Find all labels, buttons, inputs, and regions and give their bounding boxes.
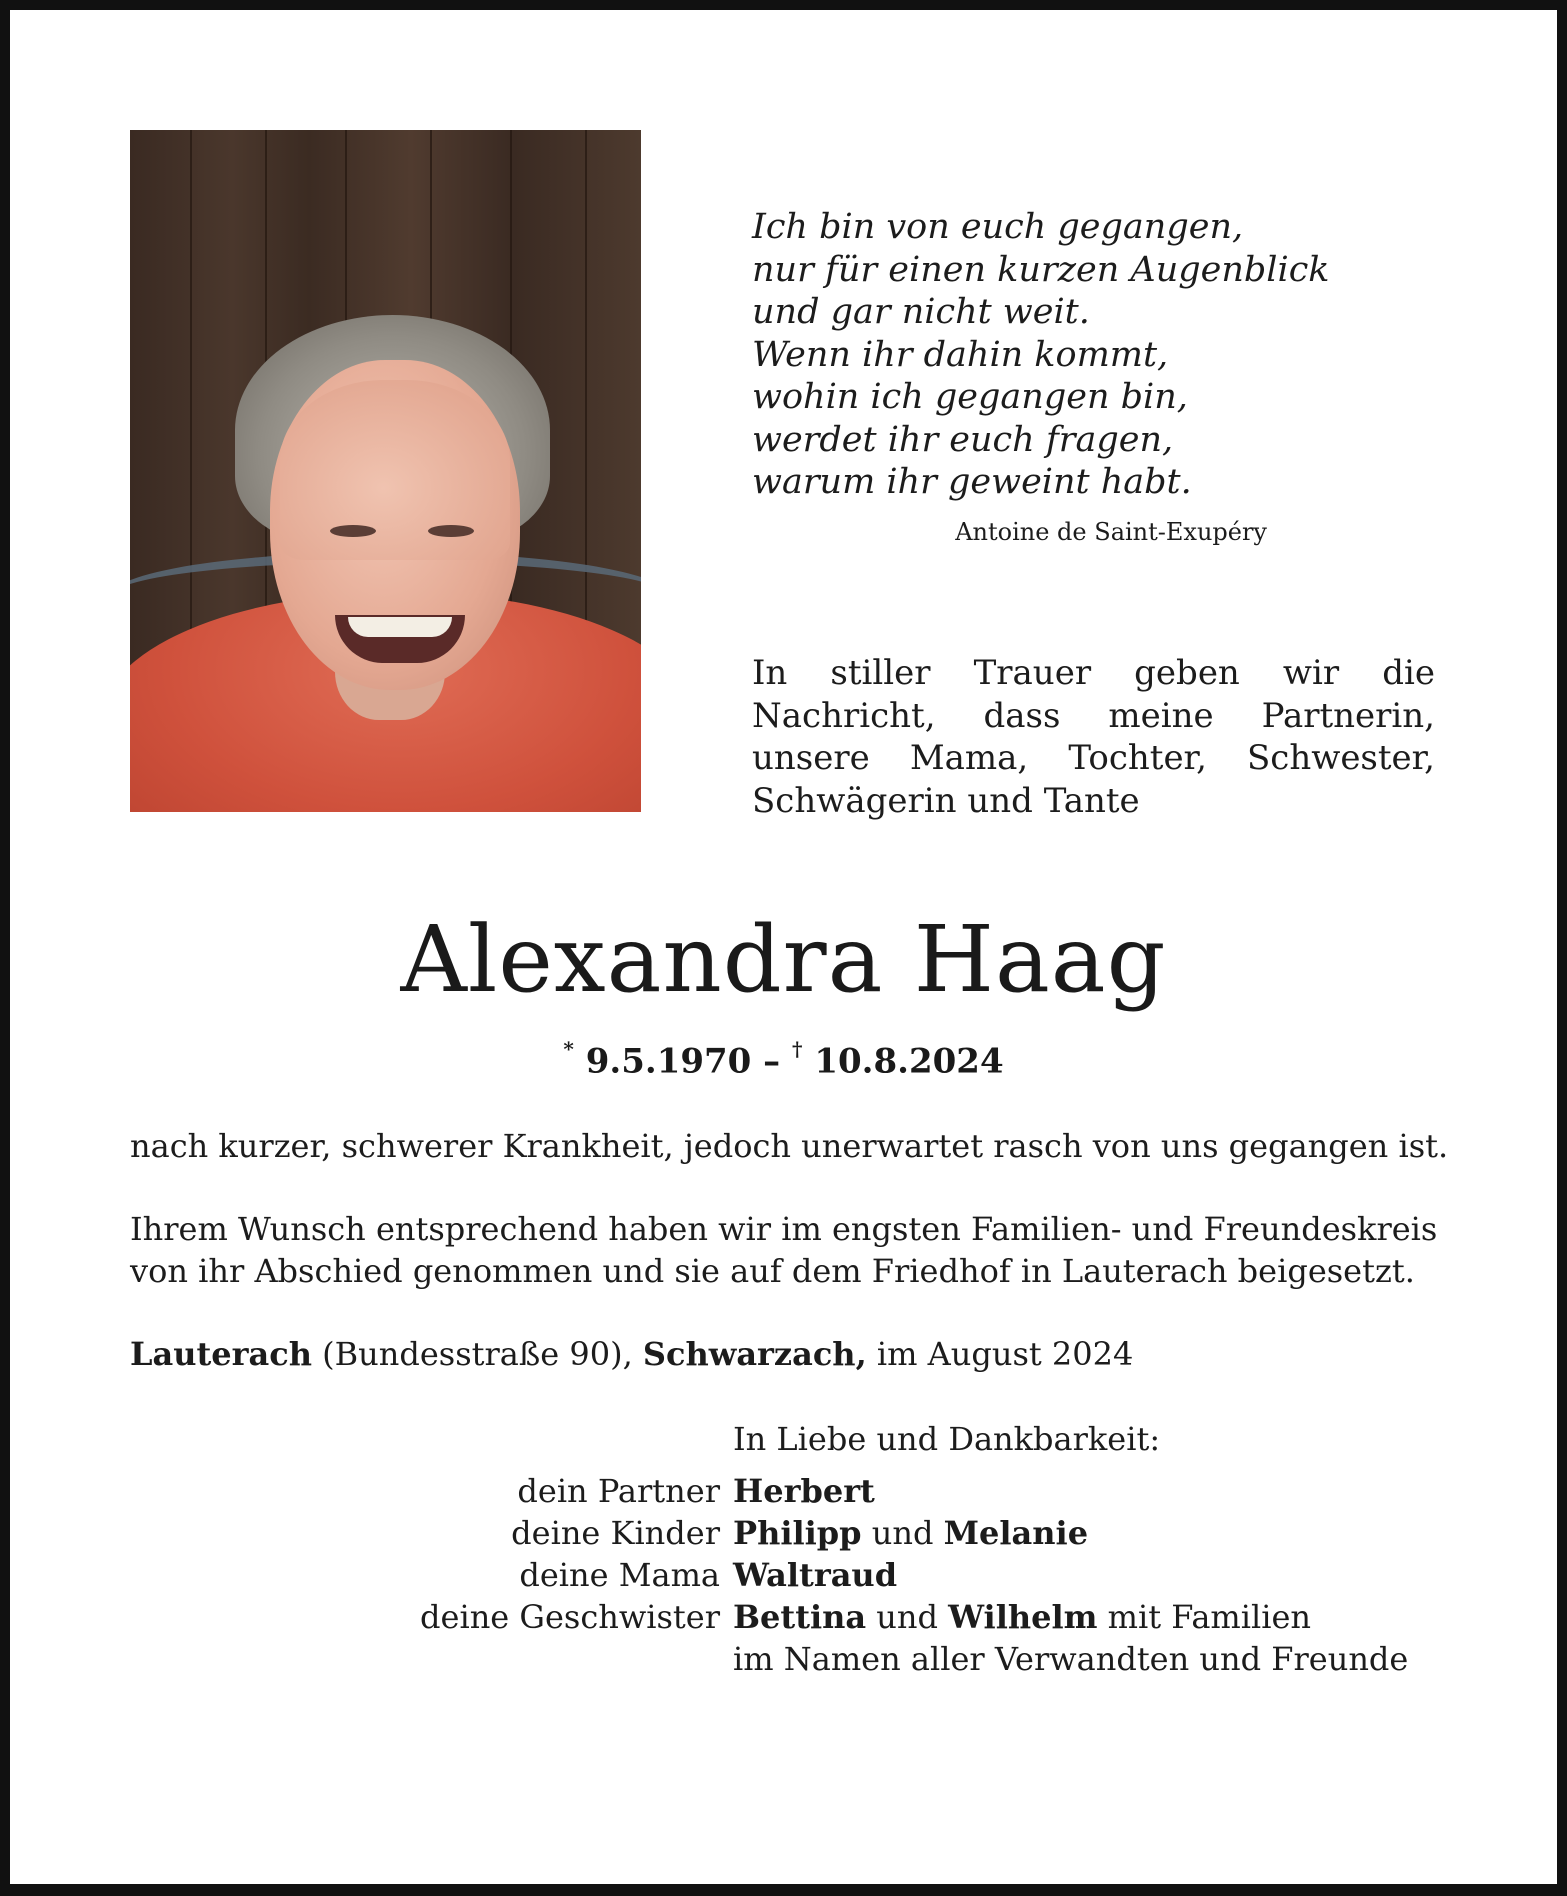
death-date: 10.8.2024 [814, 1041, 1004, 1082]
burial-line: von ihr Abschied genommen und sie auf dem Friedhof in Lauterach beigesetzt. [130, 1252, 1415, 1290]
sibling-name: Bettina [733, 1598, 867, 1636]
family-row-partner [130, 1470, 1440, 1512]
deceased-name: Alexandra Haag [400, 906, 1167, 1013]
poem-line: Wenn ihr dahin kommt, [752, 334, 1169, 375]
poem-line: Ich bin von euch gegangen, [752, 207, 1244, 247]
all-relatives-text: im Namen aller Verwandten und Freunde [733, 1640, 1409, 1678]
portrait-photo [130, 130, 641, 812]
mother-name: Waltraud [733, 1556, 898, 1594]
burial-line: Ihrem Wunsch entsprechend haben wir im engsten Familien- und Freundeskreis [130, 1210, 1438, 1248]
town-schwarzach: Schwarzach, [642, 1335, 867, 1373]
birth-date: 9.5.1970 [585, 1041, 752, 1082]
date-separator: – [763, 1041, 781, 1082]
poem-quote [752, 206, 1330, 504]
poem-line: warum ihr geweint habt. [752, 462, 1192, 502]
relation-label: deine Kinder [511, 1514, 720, 1552]
town-lauterach: Lauterach [130, 1335, 312, 1373]
child-name: Melanie [943, 1514, 1089, 1552]
month-year: im August 2024 [876, 1335, 1134, 1373]
family-row-all [130, 1638, 1440, 1680]
relation-label: deine Geschwister [420, 1598, 720, 1636]
family-row-siblings [130, 1596, 1440, 1638]
poem-line: wohin ich gegangen bin, [752, 377, 1188, 417]
passing-text: nach kurzer, schwerer Krankheit, jedoch unerwartet rasch von uns gegangen ist. [130, 1127, 1449, 1165]
sibling-name: Wilhelm [948, 1598, 1098, 1636]
poem-line: nur für einen kurzen Augenblick [752, 249, 1330, 290]
relation-label: dein Partner [517, 1472, 720, 1510]
family-row-mother [130, 1554, 1440, 1596]
address: (Bundesstraße 90), [322, 1335, 633, 1373]
burial-text [130, 1208, 1437, 1292]
family-row-children [130, 1512, 1440, 1554]
child-name: Philipp [733, 1514, 862, 1552]
conjunction: und [876, 1598, 938, 1636]
death-symbol: † [792, 1037, 803, 1061]
relation-label: deine Mama [519, 1556, 720, 1594]
announcement-intro: In stiller Trauer geben wir die Nachricht, dass meine Partnerin, unsere Mama, Tochter, Schwester, Schwägerin und Tante [752, 653, 1435, 821]
poem-line: werdet ihr euch fragen, [752, 419, 1174, 460]
family-list [130, 1470, 1440, 1680]
closing-phrase: In Liebe und Dankbarkeit: [733, 1420, 1161, 1458]
place-date-line [130, 1333, 1133, 1375]
birth-symbol: * [563, 1037, 574, 1061]
life-dates [0, 1037, 1567, 1082]
partner-name: Herbert [733, 1472, 875, 1510]
conjunction: und [871, 1514, 934, 1552]
siblings-suffix: mit Familien [1107, 1598, 1311, 1636]
quote-author: Antoine de Saint-Exupéry [955, 518, 1267, 546]
poem-line: und gar nicht weit. [752, 292, 1090, 332]
